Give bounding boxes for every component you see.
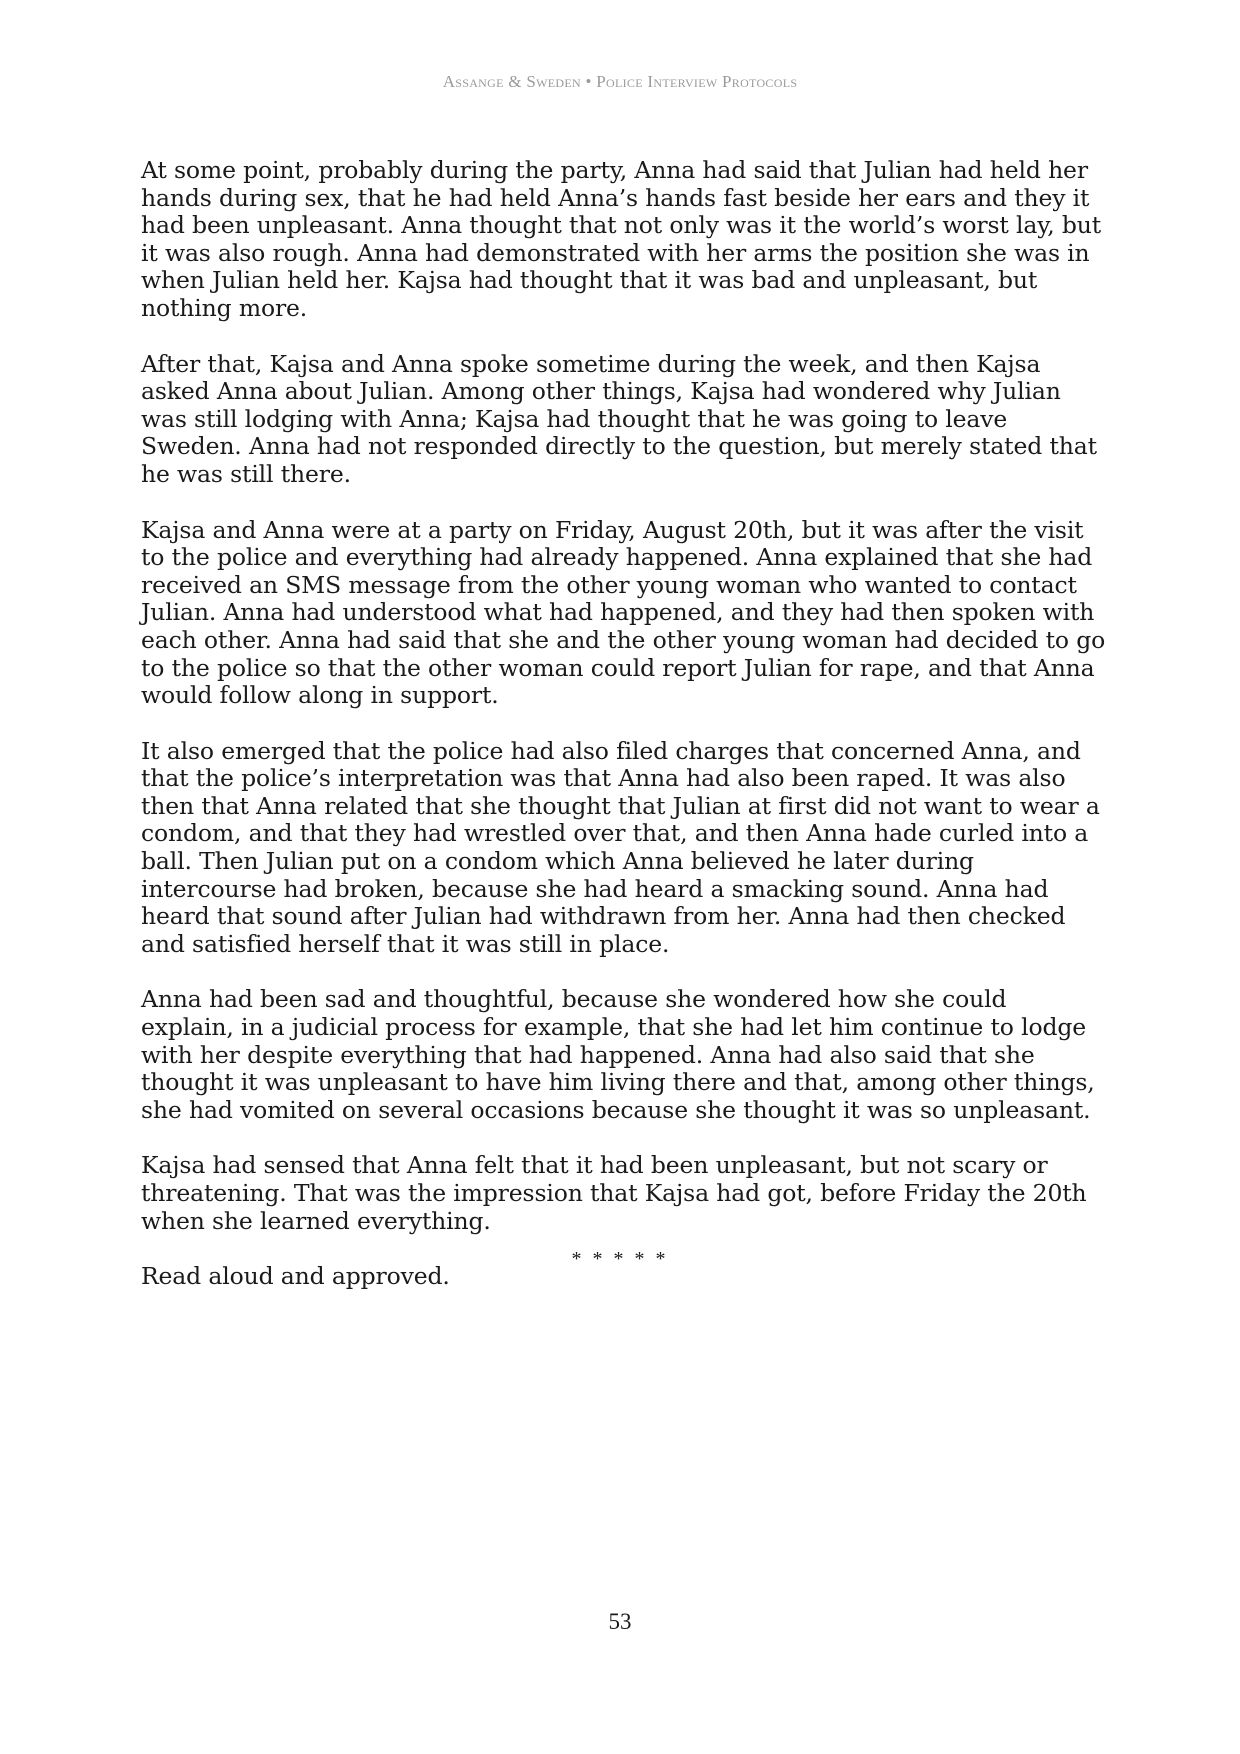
paragraph-4: It also emerged that the police had also filed charges that concerned Anna, and that the police’s interpretation was that Anna had also been raped. It was also then that Anna related that she thought that Julian at first did not want to wear a condom, and that they had wrestled over that, and then Anna hade curled into a ball. Then Julian put on a condom which Anna believed he later during intercourse had broken, because she had heard a smacking sound. Anna had heard that sound after Julian had withdrawn from her. Anna had then checked and satisfied herself that it was still in place. [141,736,1100,958]
body-text [141,157,1106,1319]
paragraph-1: At some point, probably during the party, Anna had said that Julian had held her hands during sex, that he had held Anna’s hands fast beside her ears and they it had been unpleasant. Anna thought that not only was it the world’s worst lay, but it was also rough. Anna had demonstrated with her arms the position she was in when Julian held her. Kajsa had thought that it was bad and unpleasant, but nothing more. [141,156,1102,322]
section-separator: * * * * * [571,1248,669,1270]
paragraph-2: After that, Kajsa and Anna spoke sometime during the week, and then Kajsa asked Anna about Julian. Among other things, Kajsa had wondered why Julian was still lodging with Anna; Kajsa had thought that he was going to leave Sweden. Anna had not responded directly to the question, but merely stated that he was still there. [141,349,1097,488]
paragraph-6: Kajsa had sensed that Anna felt that it had been unpleasant, but not scary or threatening. That was the impression that Kajsa had got, before Friday the 20th when she learned everything. [141,1151,1087,1235]
running-header: Assange & Sweden • Police Interview Protocols [442,72,798,91]
paragraph-5: Anna had been sad and thoughtful, because she wondered how she could explain, in a judicial process for example, that she had let him continue to lodge with her despite everything that had happened. Anna had also said that she thought it was unpleasant to have him living there and that, among other things, she had vomited on several occasions because she thought it was so unpleasant. [141,985,1095,1124]
paragraph-7: Read aloud and approved. [141,1262,450,1291]
paragraph-3: Kajsa and Anna were at a party on Friday, August 20th, but it was after the visit to the police and everything had already happened. Anna explained that she had received an SMS message from the other young woman who wanted to contact Julian. Anna had understood what had happened, and they had then spoken with each other. Anna had said that she and the other young woman had decided to go to the police so that the other woman could report Julian for rape, and that Anna would follow along in support. [141,515,1106,710]
page-number: 53 [608,1609,632,1634]
